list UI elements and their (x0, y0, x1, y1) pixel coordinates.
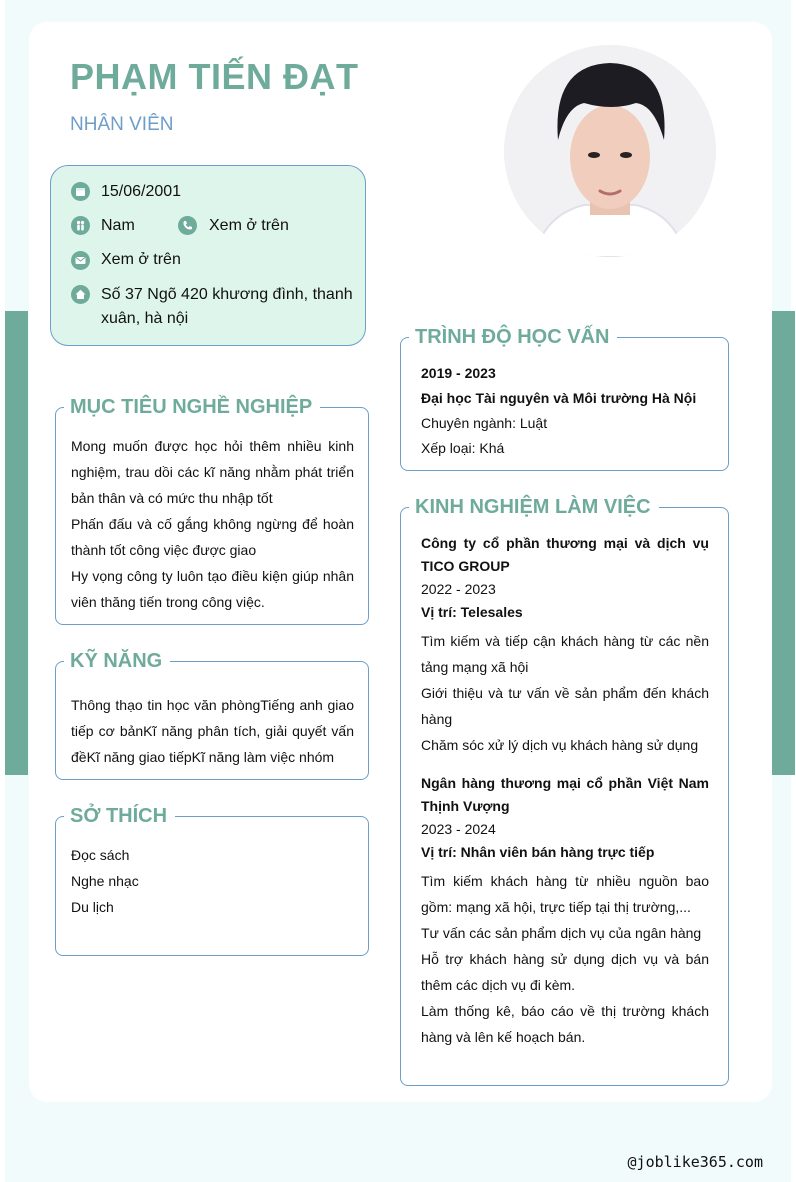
hobby-item: Đọc sách (71, 847, 130, 863)
job-position: Vị trí: Nhân viên bán hàng trực tiếp (421, 844, 655, 860)
education-body (421, 361, 709, 461)
job-period: 2023 - 2024 (421, 821, 496, 837)
education-major: Chuyên ngành: Luật (421, 415, 548, 431)
job-duty: Chăm sóc xử lý dịch vụ khách hàng sử dụng (421, 737, 699, 753)
contact-box (50, 165, 366, 346)
job-duties (421, 868, 709, 1050)
job-duty: Hỗ trợ khách hàng sử dụng dịch vụ và bán thêm các dịch vụ đi kèm. (421, 951, 709, 993)
education-period: 2019 - 2023 (421, 365, 496, 381)
job-company: Công ty cổ phần thương mại và dịch vụ TICO GROUP (421, 535, 709, 574)
phone-icon (178, 216, 197, 235)
job-company: Ngân hàng thương mại cổ phần Việt Nam Thịnh Vượng (421, 775, 709, 814)
watermark-text: @joblike365.com (627, 1153, 763, 1171)
address-text: Số 37 Ngõ 420 khương đình, thanh xuân, hà nội (101, 286, 353, 327)
job-period: 2022 - 2023 (421, 581, 496, 597)
job-duty: Tìm kiếm và tiếp cận khách hàng từ các nền tảng mạng xã hội (421, 633, 709, 675)
portrait-photo (504, 45, 716, 257)
skills-title: KỸ NĂNG (64, 649, 170, 673)
candidate-name: PHẠM TIẾN ĐẠT (70, 56, 359, 97)
job-duty: Tư vấn các sản phẩm dịch vụ của ngân hàng (421, 925, 702, 941)
education-grade: Xếp loại: Khá (421, 440, 505, 456)
objective-title: MỤC TIÊU NGHỀ NGHIỆP (64, 395, 320, 419)
calendar-icon (71, 182, 90, 201)
email-icon (71, 251, 90, 270)
left-accent-band (5, 311, 28, 775)
hobbies-title: SỞ THÍCH (64, 804, 175, 828)
skills-text: Thông thạo tin học văn phòngTiếng anh giao tiếp cơ bảnKĩ năng phân tích, giải quyết vấn đềKĩ năng giao tiếpKĩ năng làm việc nhóm (71, 697, 354, 765)
job-position: Vị trí: Telesales (421, 604, 523, 620)
phone-text: Xem ở trên (209, 217, 289, 234)
objective-paragraph: Mong muốn được học hỏi thêm nhiều kinh nghiệm, trau dồi các kĩ năng nhằm phát triển bản thân và có mức thu nhập tốt (71, 438, 354, 506)
birthday-text: 15/06/2001 (101, 183, 182, 200)
education-school: Đại học Tài nguyên và Môi trường Hà Nội (421, 390, 697, 406)
candidate-role: NHÂN VIÊN (70, 114, 174, 135)
objective-body (71, 433, 354, 615)
job-duty: Làm thống kê, báo cáo về thị trường khách hàng và lên kế hoạch bán. (421, 1003, 709, 1045)
experience-title: KINH NGHIỆM LÀM VIỆC (409, 495, 659, 519)
hobbies-list (71, 842, 354, 920)
job-header (421, 772, 709, 864)
job-header (421, 532, 709, 624)
objective-paragraph: Hy vọng công ty luôn tạo điều kiện giúp nhân viên thăng tiến trong công việc. (71, 568, 354, 610)
gender-icon (71, 216, 90, 235)
home-icon (71, 285, 90, 304)
objective-paragraph: Phấn đấu và cố gắng không ngừng để hoàn thành tốt công việc được giao (71, 516, 354, 558)
job-duty: Giới thiệu và tư vấn về sản phẩm đến khách hàng (421, 685, 709, 727)
hobby-item: Nghe nhạc (71, 873, 139, 889)
job-duties (421, 628, 709, 758)
gender-text: Nam (101, 217, 135, 234)
avatar (504, 45, 716, 257)
job-duty: Tìm kiếm khách hàng từ nhiều nguồn bao gồm: mạng xã hội, trực tiếp tại thị trường,... (421, 873, 709, 915)
right-accent-band (772, 311, 795, 775)
hobby-item: Du lịch (71, 899, 114, 915)
email-text: Xem ở trên (101, 251, 181, 268)
education-title: TRÌNH ĐỘ HỌC VẤN (409, 325, 617, 349)
